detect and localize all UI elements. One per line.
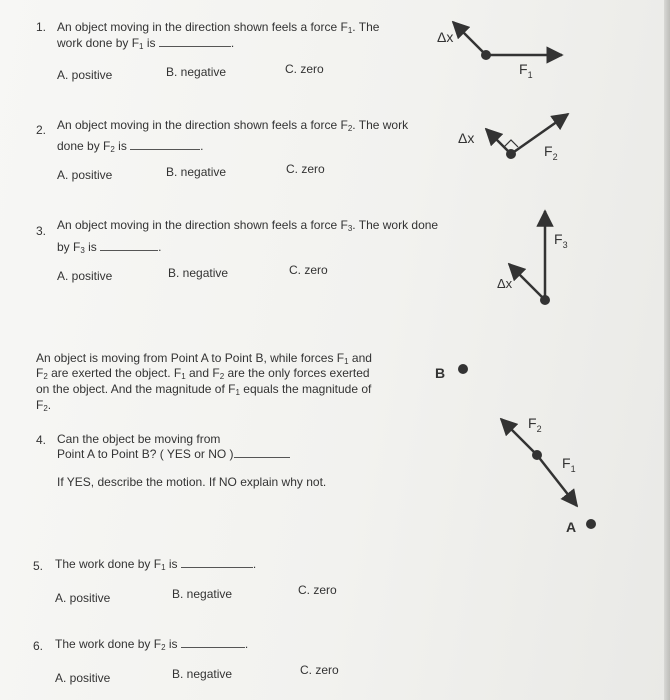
q3-option-b[interactable]: B. negative (168, 266, 229, 280)
scenario-line1: An object is moving from Point A to Point B, while forces $F_1$ and (36, 351, 372, 366)
q1-number: 1. (36, 20, 47, 34)
q2-number: 2. (36, 123, 47, 137)
q6-option-b[interactable]: B. negative (172, 667, 233, 681)
q3-number: 3. (36, 224, 47, 238)
q1-text-line2: work done by $F_1$ is . (57, 36, 235, 51)
f1-force-arrow (537, 455, 577, 506)
f1-label: $F_1$ (562, 455, 576, 474)
diagram-q1 (437, 22, 562, 80)
q6-text: The work done by $F_2$ is . (55, 637, 249, 652)
q1-object-dot (481, 50, 491, 60)
q6-number: 6. (33, 639, 44, 653)
point-b-label: B (435, 365, 446, 381)
q2-option-b[interactable]: B. negative (166, 165, 227, 179)
q6-option-a[interactable]: A. positive (55, 671, 111, 685)
q3-option-c[interactable]: C. zero (289, 263, 328, 277)
q1-f1-label: $F_1$ (519, 61, 533, 80)
q1-displacement-arrow (453, 22, 486, 55)
q5-option-c[interactable]: C. zero (298, 583, 337, 597)
scenario-line3: on the object. And the magnitude of $F_1$ equals the magnitude of (36, 382, 372, 397)
q2-text-line2: done by $F_2$ is . (57, 139, 204, 154)
q4-text-line2: Point A to Point B? ( YES or NO ) (57, 447, 290, 462)
f2-label: $F_2$ (528, 415, 542, 434)
scenario-line2: $F_2$ are exerted the object. $F_1$ and $F_2$ are the only forces exerted (36, 366, 370, 381)
q5-option-b[interactable]: B. negative (172, 587, 233, 601)
q1-text-line1: An object moving in the direction shown feels a force $F_1$. The (57, 20, 380, 35)
q3-f3-label: $F_3$ (554, 231, 568, 250)
q2-displacement-arrow (486, 129, 511, 154)
q2-force-arrow (511, 114, 568, 154)
q5-text: The work done by $F_1$ is . (55, 557, 257, 572)
q1-option-a[interactable]: A. positive (57, 68, 113, 82)
q1-option-c[interactable]: C. zero (285, 62, 324, 76)
q3-text-line1: An object moving in the direction shown feels a force $F_3$. The work done (57, 218, 439, 233)
q4-followup: If YES, describe the motion. If NO explain why not. (57, 475, 327, 489)
q2-option-c[interactable]: C. zero (286, 162, 325, 176)
q3-option-a[interactable]: A. positive (57, 269, 113, 283)
q3-text-line2: by $F_3$ is . (57, 240, 162, 255)
moving-object-dot (532, 450, 542, 460)
q2-dx-label: Δx (458, 130, 475, 146)
q1-option-b[interactable]: B. negative (166, 65, 227, 79)
q5-number: 5. (33, 559, 44, 573)
q2-option-a[interactable]: A. positive (57, 168, 113, 182)
point-a-dot (586, 519, 596, 529)
q4-text-line1: Can the object be moving from (57, 432, 221, 446)
q3-dx-label: Δx (497, 276, 513, 291)
diagram-q4 (435, 364, 596, 535)
q1-dx-label: Δx (437, 29, 454, 45)
q4-number: 4. (36, 433, 47, 447)
q2-object-dot (506, 149, 516, 159)
q5-option-a[interactable]: A. positive (55, 591, 111, 605)
point-a-label: A (566, 519, 577, 535)
q2-f2-label: $F_2$ (544, 143, 558, 162)
q6-option-c[interactable]: C. zero (300, 663, 339, 677)
q3-displacement-arrow (509, 264, 545, 300)
q3-object-dot (540, 295, 550, 305)
q2-text-line1: An object moving in the direction shown feels a force $F_2$. The work (57, 118, 409, 133)
diagram-q3 (497, 211, 568, 305)
diagram-q2 (458, 114, 568, 162)
q2-right-angle-mark (504, 140, 518, 147)
point-b-dot (458, 364, 468, 374)
scenario-line4: $F_2$. (36, 398, 52, 413)
